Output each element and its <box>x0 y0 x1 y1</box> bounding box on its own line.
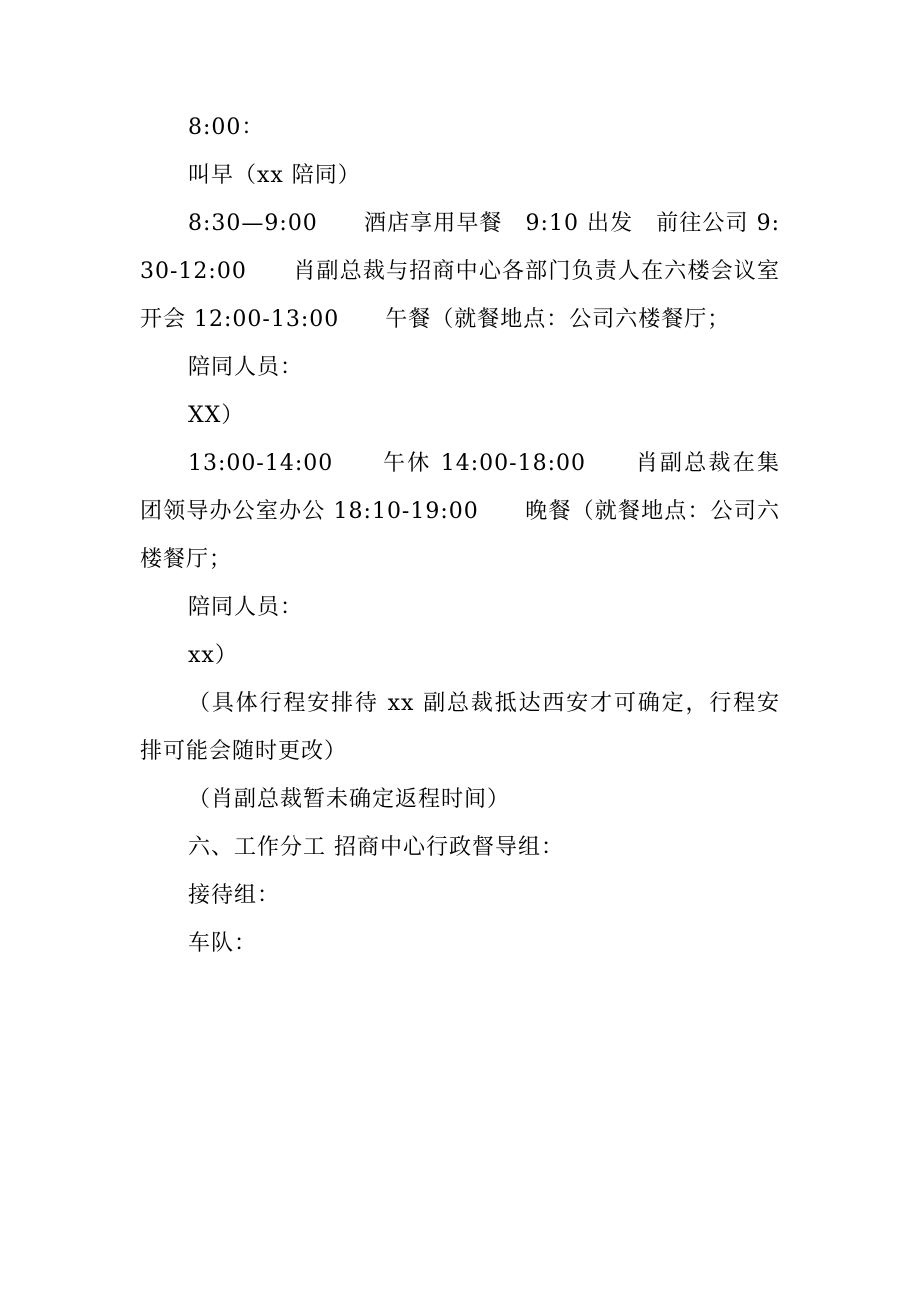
document-body <box>140 104 780 968</box>
paragraph-wakeup-call: 叫早（xx 陪同） <box>188 163 361 188</box>
paragraph-lunch-companion-label: 陪同人员： <box>188 355 304 380</box>
paragraph-dinner-companion-label: 陪同人员： <box>188 595 304 620</box>
paragraph-reception-group: 接待组： <box>188 883 281 908</box>
paragraph-wakeup-time: 8:00： <box>188 115 265 140</box>
paragraph-morning-schedule: 8:30—9:00 酒店享用早餐 9:10 出发 前往公司 9:30-12:00 肖副总裁与招商中心各部门负责人在六楼会议室开会 12:00-13:00 午餐（就餐地点：公司六楼餐厅； <box>140 211 780 332</box>
section-heading-work-division: 六、工作分工 招商中心行政督导组： <box>188 835 564 860</box>
paragraph-afternoon-schedule: 13:00-14:00 午休 14:00-18:00 肖副总裁在集团领导办公室办公 18:10-19:00 晚餐（就餐地点：公司六楼餐厅； <box>140 451 780 572</box>
paragraph-lunch-companion: XX） <box>188 403 245 428</box>
paragraph-return-note: （肖副总裁暂未确定返程时间） <box>188 787 511 812</box>
paragraph-motorcade: 车队： <box>188 931 258 956</box>
paragraph-dinner-companion: xx） <box>188 643 238 668</box>
paragraph-schedule-note: （具体行程安排待 xx 副总裁抵达西安才可确定，行程安排可能会随时更改） <box>140 691 780 764</box>
